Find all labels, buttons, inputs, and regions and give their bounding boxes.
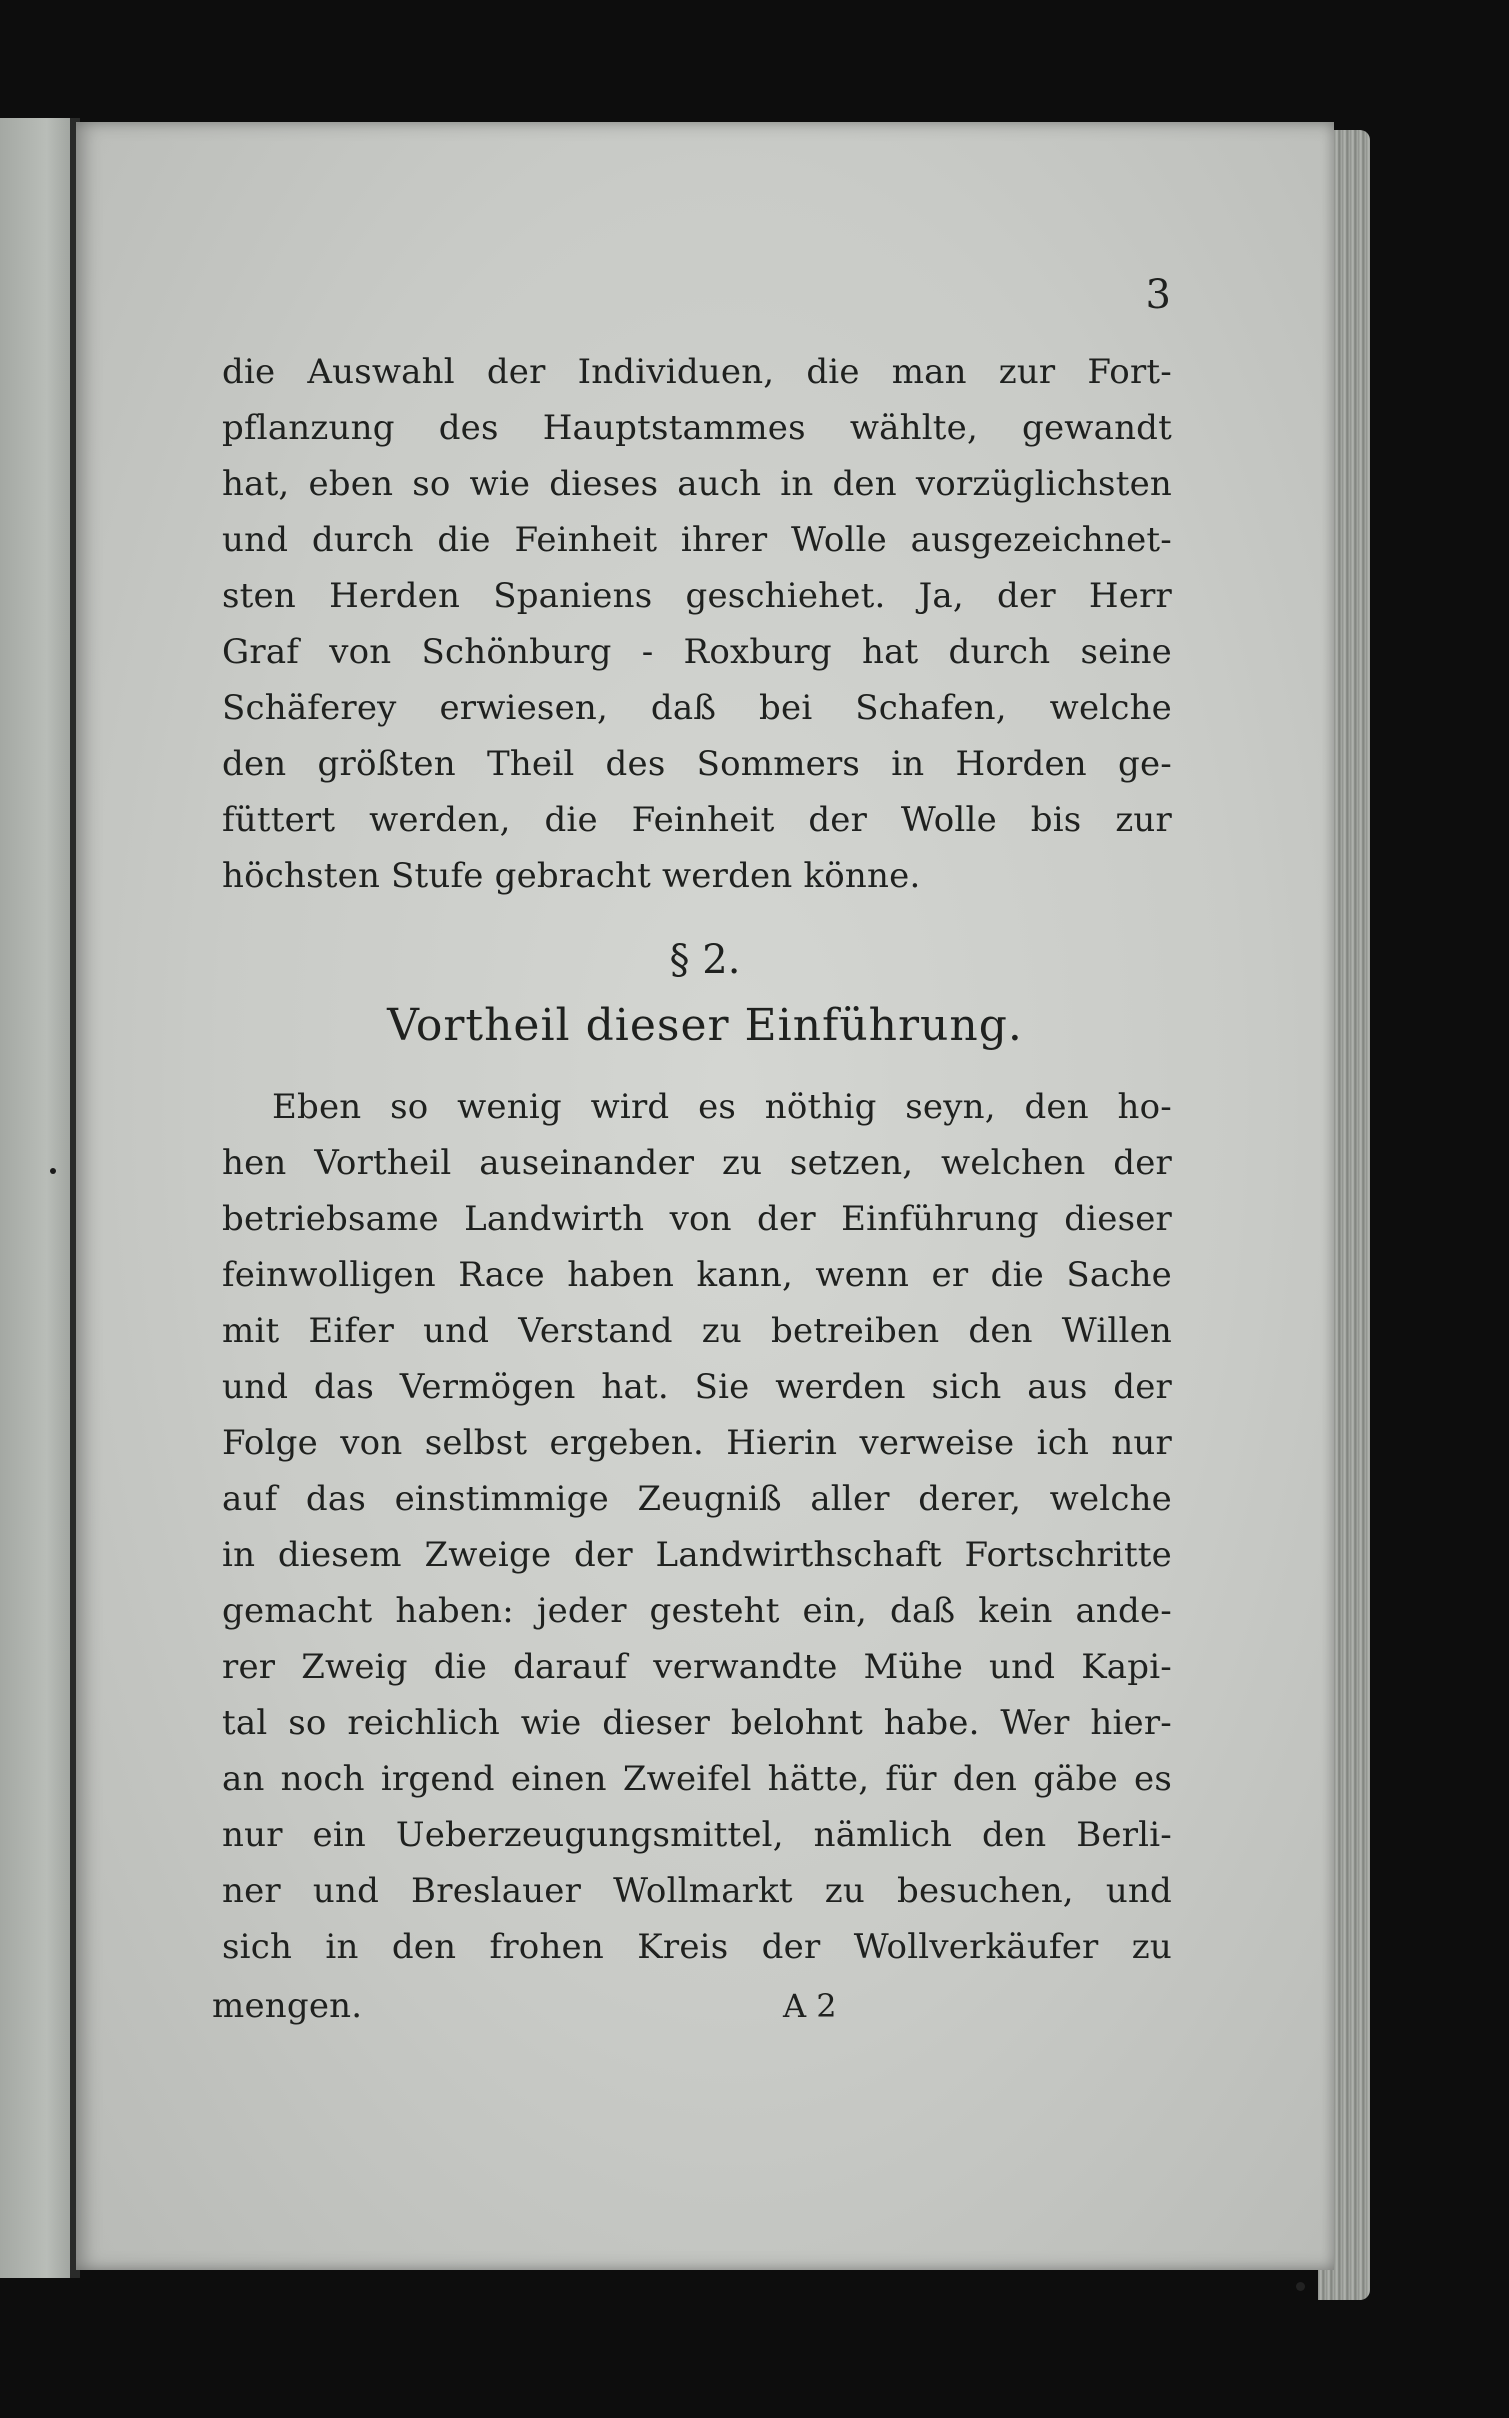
- text-line: feinwolligen Race haben kann, wenn er die Sache: [222, 1255, 1172, 1295]
- text-line: Folge von selbst ergeben. Hierin verweise ich nur: [222, 1423, 1172, 1463]
- text-line: auf das einstimmige Zeugniß aller derer, welche: [222, 1479, 1172, 1519]
- text-line: ner und Breslauer Wollmarkt zu besuchen, und: [222, 1871, 1172, 1911]
- text-line: mengen.: [212, 1986, 363, 2026]
- section-mark: § 2.: [669, 937, 741, 983]
- left-page-edge: [0, 118, 78, 2278]
- text-line: sten Herden Spaniens geschiehet. Ja, der Herr: [222, 576, 1172, 616]
- text-line: rer Zweig die darauf verwandte Mühe und Kapi-: [222, 1647, 1172, 1687]
- text-line: Graf von Schönburg - Roxburg hat durch seine: [222, 632, 1172, 672]
- text-line: hen Vortheil auseinander zu setzen, welchen der: [222, 1143, 1172, 1183]
- text-line: höchsten Stufe gebracht werden könne.: [222, 856, 921, 896]
- text-line: gemacht haben: jeder gesteht ein, daß kein ande-: [222, 1591, 1172, 1631]
- text-line: die Auswahl der Individuen, die man zur Fort-: [222, 352, 1172, 392]
- text-line: in diesem Zweige der Landwirthschaft Fortschritte: [222, 1535, 1172, 1575]
- text-line: und durch die Feinheit ihrer Wolle ausgezeichnet-: [222, 520, 1172, 560]
- text-line: an noch irgend einen Zweifel hätte, für den gäbe es: [222, 1759, 1172, 1799]
- text-line: mit Eifer und Verstand zu betreiben den Willen: [222, 1311, 1172, 1351]
- text-line: den größten Theil des Sommers in Horden ge-: [222, 744, 1172, 784]
- text-line: hat, eben so wie dieses auch in den vorzüglichsten: [222, 464, 1172, 504]
- section-title: Vortheil dieser Einführung.: [387, 1000, 1023, 1051]
- text-line: Schäferey erwiesen, daß bei Schafen, welche: [222, 688, 1172, 728]
- text-line: füttert werden, die Feinheit der Wolle bis zur: [222, 800, 1172, 840]
- book-page: [76, 122, 1334, 2270]
- page-number: 3: [1145, 272, 1171, 318]
- text-line: und das Vermögen hat. Sie werden sich aus der: [222, 1367, 1172, 1407]
- ink-spot: [1296, 2282, 1305, 2291]
- text-line: sich in den frohen Kreis der Wollverkäufer zu: [222, 1927, 1172, 1967]
- text-line: betriebsame Landwirth von der Einführung dieser: [222, 1199, 1172, 1239]
- page-text: [76, 122, 1334, 2270]
- text-line: pflanzung des Hauptstammes wählte, gewandt: [222, 408, 1172, 448]
- text-line: nur ein Ueberzeugungsmittel, nämlich den Berli-: [222, 1815, 1172, 1855]
- text-line: Eben so wenig wird es nöthig seyn, den ho-: [272, 1087, 1172, 1127]
- text-line: tal so reichlich wie dieser belohnt habe. Wer hier-: [222, 1703, 1172, 1743]
- signature-mark: A 2: [783, 1987, 837, 2025]
